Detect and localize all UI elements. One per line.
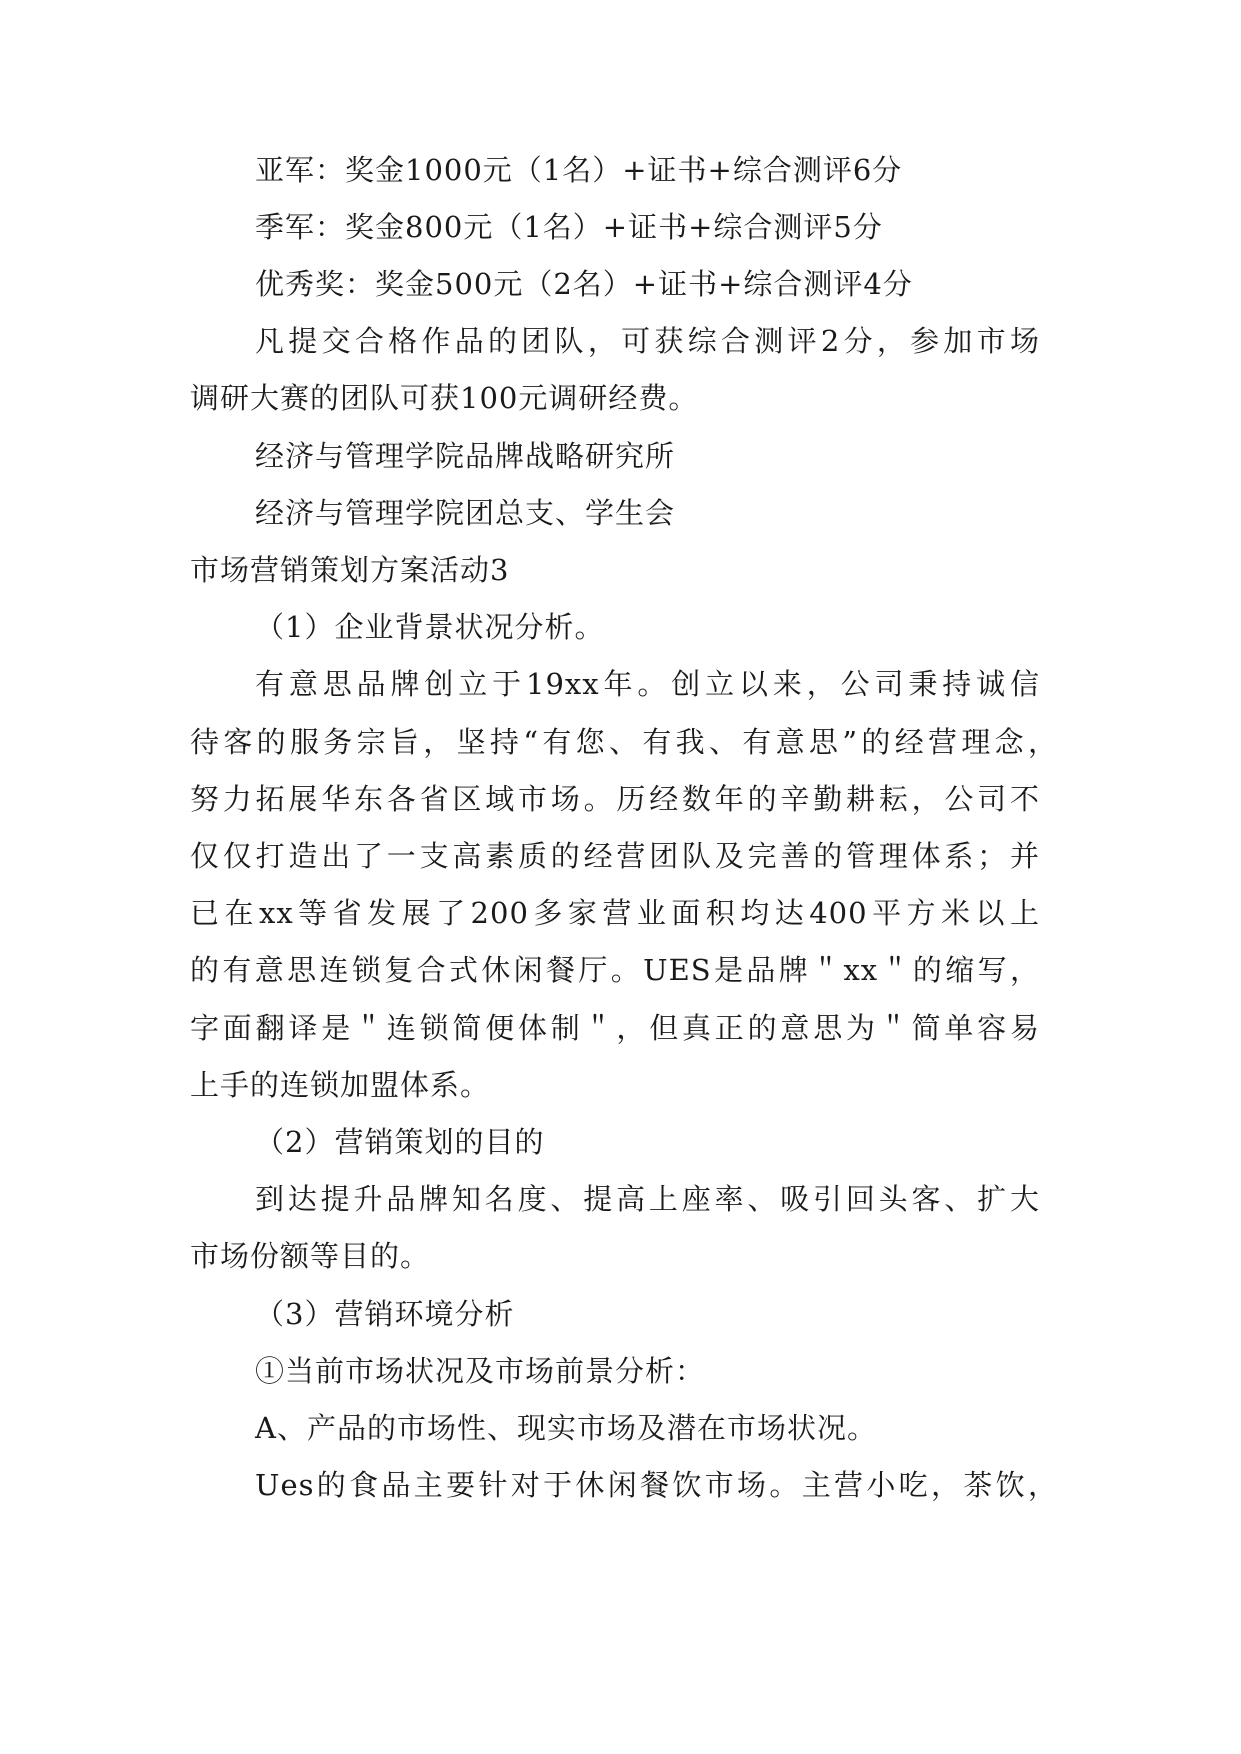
subsection-heading: （2）营销策划的目的: [255, 1125, 545, 1159]
paragraph-line: 仅仅打造出了一支高素质的经营团队及完善的管理体系；并: [190, 839, 1040, 873]
paragraph-line: 字面翻译是＂连锁简便体制＂，但真正的意思为＂简单容易: [190, 1011, 1040, 1045]
paragraph-line: 到达提升品牌知名度、提高上座率、吸引回头客、扩大: [255, 1182, 1040, 1216]
paragraph-line: 已在xx等省发展了200多家营业面积均达400平方米以上: [190, 896, 1040, 930]
paragraph-line: ①当前市场状况及市场前景分析：: [255, 1354, 706, 1388]
subsection-heading: （3）营销环境分析: [255, 1297, 515, 1331]
paragraph-line: Ues的食品主要针对于休闲餐饮市场。主营小吃，茶饮，: [255, 1468, 1058, 1502]
paragraph-line: 努力拓展华东各省区域市场。历经数年的辛勤耕耘，公司不: [190, 782, 1040, 816]
organizer-line: 经济与管理学院品牌战略研究所: [255, 439, 676, 473]
paragraph-line: 待客的服务宗旨，坚持“有您、有我、有意思”的经营理念，: [190, 725, 1058, 759]
section-title: 市场营销策划方案活动3: [190, 553, 510, 587]
paragraph-line: 有意思品牌创立于19xx年。创立以来，公司秉持诚信: [255, 667, 1040, 701]
organizer-line: 经济与管理学院团总支、学生会: [255, 496, 676, 530]
award-runner-up: 亚军：奖金1000元（1名）+证书+综合测评6分: [255, 153, 903, 187]
paragraph-line: 调研大赛的团队可获100元调研经费。: [190, 381, 699, 415]
paragraph-line: 的有意思连锁复合式休闲餐厅。UES是品牌＂xx＂的缩写，: [190, 953, 1040, 987]
paragraph-line: 上手的连锁加盟体系。: [190, 1068, 491, 1102]
paragraph-line: A、产品的市场性、现实市场及潜在市场状况。: [255, 1411, 877, 1445]
award-third-place: 季军：奖金800元（1名）+证书+综合测评5分: [255, 210, 883, 244]
paragraph-line: 凡提交合格作品的团队，可获综合测评2分，参加市场: [255, 324, 1040, 358]
subsection-heading: （1）企业背景状况分析。: [255, 610, 605, 644]
paragraph-line: 市场份额等目的。: [190, 1239, 431, 1273]
award-excellence: 优秀奖：奖金500元（2名）+证书+综合测评4分: [255, 267, 913, 301]
